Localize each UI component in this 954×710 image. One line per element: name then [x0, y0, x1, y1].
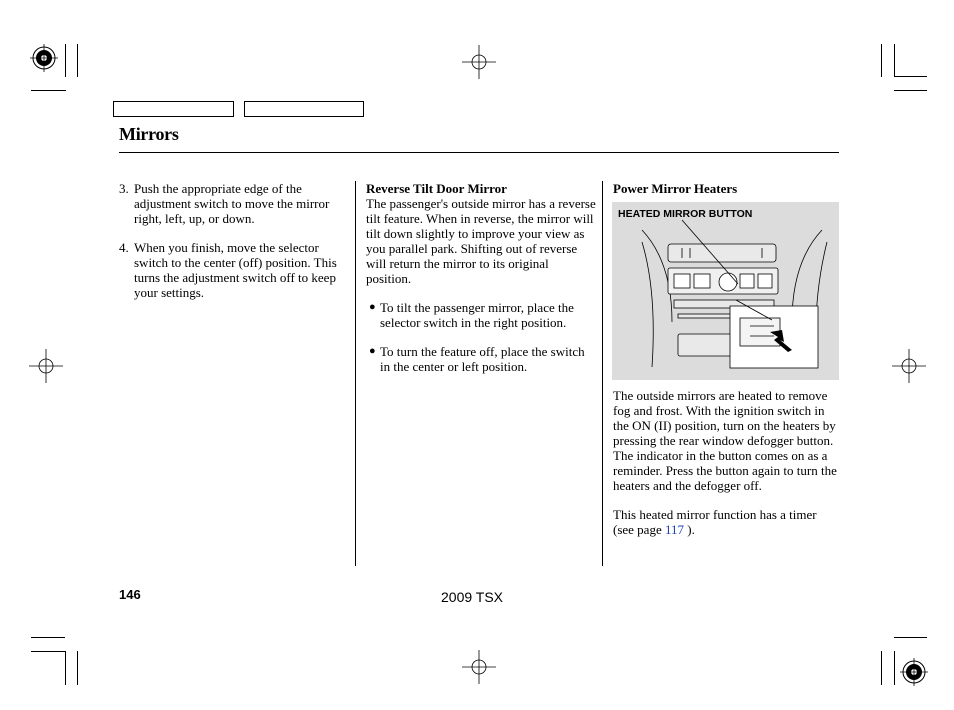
list-item — [119, 181, 347, 226]
column-divider-2 — [602, 181, 603, 566]
header-tab-box-1 — [113, 101, 234, 117]
item-text: When you finish, move the selector switch to the center (off) position. This turns the adjustment switch off to keep your settings. — [134, 240, 337, 300]
timer-text: This heated mirror function has a timer (see page — [613, 507, 817, 537]
reverse-tilt-intro: The passenger's outside mirror has a reverse tilt feature. When in reverse, the mirror will tilt down slightly to improve your view as you parallel park. Shifting out of reverse will return the mirror to its original position. — [366, 196, 596, 286]
column-3 — [613, 181, 839, 196]
header-tab-box-2 — [244, 101, 364, 117]
model-name: 2009 TSX — [441, 589, 504, 605]
page-number: 146 — [119, 587, 141, 602]
bullet-item — [366, 344, 596, 374]
dashboard-illustration — [612, 202, 839, 380]
column-3-text — [613, 388, 839, 551]
bullet-icon: ● — [369, 301, 376, 313]
item-text: Push the appropriate edge of the adjustment switch to move the mirror right, left, up, or down. — [134, 181, 330, 226]
reverse-tilt-heading: Reverse Tilt Door Mirror — [366, 181, 507, 196]
list-item — [119, 240, 347, 300]
mirror-heaters-paragraph: The outside mirrors are heated to remove fog and frost. With the ignition switch in the ON (II) position, turn on the heaters by pressing the rear window defogger button. The indicator in the button comes on as a reminder. Press the button again to turn the heaters and the defogger off. — [613, 388, 837, 493]
column-1 — [119, 181, 347, 314]
bullet-item — [366, 300, 596, 330]
timer-text-end: ). — [684, 522, 695, 537]
column-2 — [366, 181, 596, 388]
timer-paragraph — [613, 507, 839, 537]
bullet-text: To tilt the passenger mirror, place the selector switch in the right position. — [380, 300, 574, 330]
section-title: Mirrors — [119, 124, 179, 144]
sunburst-bottom-right-icon — [900, 658, 928, 686]
column-divider-1 — [355, 181, 356, 566]
mirror-heaters-heading: Power Mirror Heaters — [613, 181, 738, 196]
figure-label: HEATED MIRROR BUTTON — [618, 208, 753, 220]
sunburst-top-left-icon — [30, 44, 58, 72]
item-number: 3. — [119, 181, 129, 196]
title-rule — [119, 152, 839, 153]
heated-mirror-figure — [612, 202, 839, 380]
bullet-text: To turn the feature off, place the switch in the center or left position. — [380, 344, 585, 374]
page-link[interactable]: 117 — [664, 522, 684, 537]
item-number: 4. — [119, 240, 129, 255]
bullet-icon: ● — [369, 345, 376, 357]
